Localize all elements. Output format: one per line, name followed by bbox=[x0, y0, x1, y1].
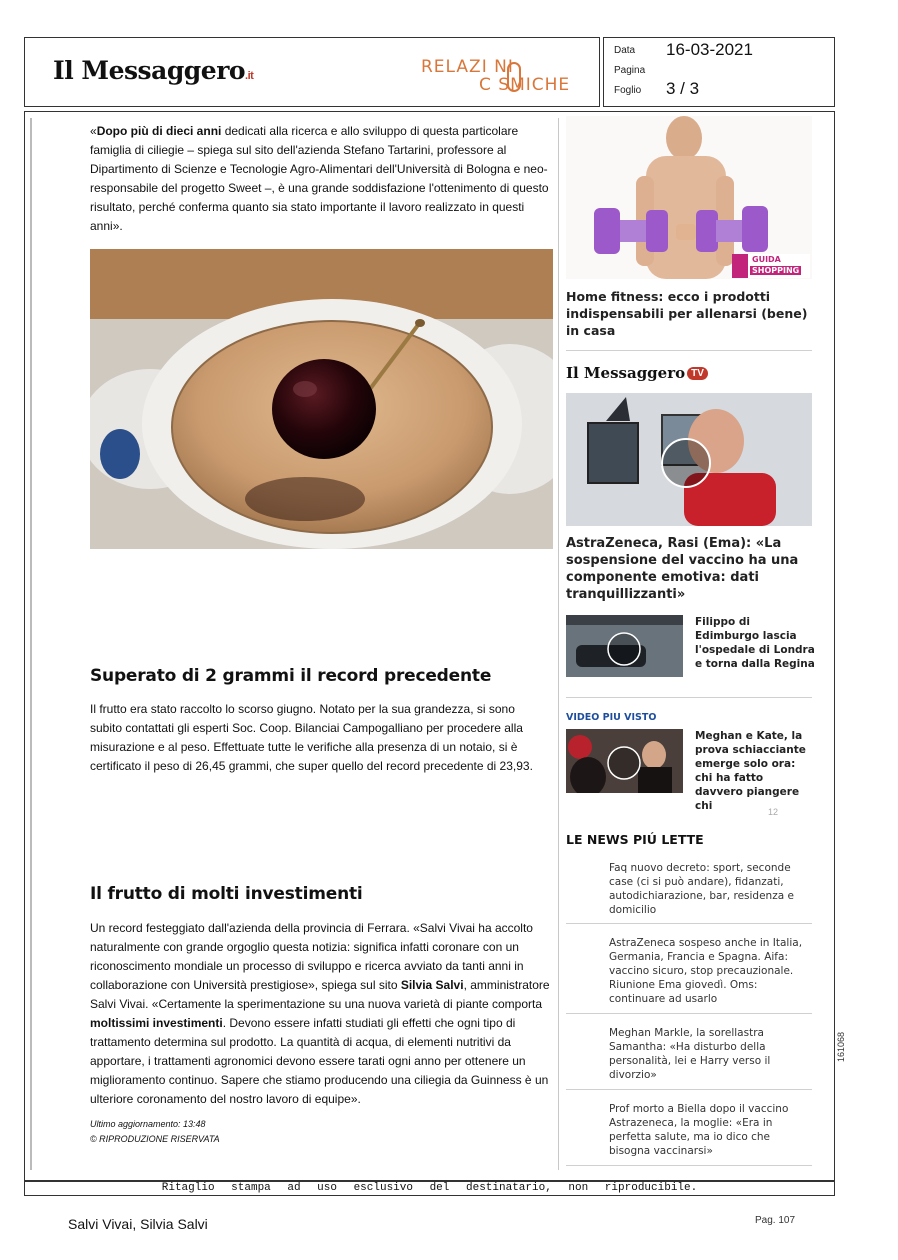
page-number: Pag. 107 bbox=[755, 1215, 796, 1226]
data-value: 16-03-2021 bbox=[666, 40, 753, 59]
car-illustration bbox=[566, 615, 683, 677]
messaggero-tv-logo[interactable]: Il Messaggero TV bbox=[566, 364, 708, 382]
meghan-kate-link[interactable]: Meghan e Kate, la prova schiacciante emerge solo ora: chi ha fatto davvero piangere chi bbox=[695, 730, 806, 812]
most-read-item[interactable]: AstraZeneca sospeso anche in Italia, Germania, Francia e Spagna. Aifa: vaccino sicuro, stop precauzionale. Riunione Ema giovedì. Oms: continuare ad usarlo bbox=[609, 937, 803, 1005]
brand-ring-icon bbox=[507, 62, 521, 92]
interview-illustration bbox=[566, 393, 812, 526]
filippo-link[interactable]: Filippo di Edimburgo lascia l'ospedale di Londra e torna dalla Regina bbox=[695, 616, 815, 670]
astrazeneca-video-thumbnail[interactable] bbox=[566, 393, 812, 526]
left-margin-rule bbox=[30, 118, 32, 1170]
carousel-counter: 12 bbox=[768, 807, 779, 817]
section-title-investments: Il frutto di molti investimenti bbox=[90, 884, 363, 904]
sidebar-divider bbox=[566, 697, 812, 698]
pagina-label: Pagina bbox=[614, 65, 646, 76]
last-updated: Ultimo aggiornamento: 13:48 bbox=[90, 1119, 206, 1129]
list-divider bbox=[566, 1089, 812, 1090]
section-title-record: Superato di 2 grammi il record precedente bbox=[90, 666, 492, 686]
home-fitness-link[interactable]: Home fitness: ecco i prodotti indispensabili per allenarsi (bene) in casa bbox=[566, 289, 808, 338]
section-text-investments: Un record festeggiato dall'azienda della provincia di Ferrara. «Salvi Vivai ha accolto naturalmente con grande orgoglio questa notizia: significa infatti coronare con un riconoscimento mondiale un processo di sviluppo e ricerca avviato da tanti anni in collaborazione con Università prestigiose», spiega sul sito Silvia Salvi, amministratore Salvi Vivai. «Certamente la sperimentazione su una nuova varietà di piante comporta moltissimi investimenti. Devono essere infatti studiati gli effetti che ogni tipo di trattamento determina sul prodotto. La quantità di acqua, di elementi nutritivi da apportare, i trattamenti agronomici devono essere tarati ogni anno per ottenere un miglioramento continuo. Sapere che stiamo producendo una ciliegia da Guinness è un ulteriore coronamento del nostro lavoro di equipe». bbox=[90, 921, 550, 1106]
clip-notice: Ritaglio stampa ad uso esclusivo del destinatario, non riproducibile. bbox=[161, 1182, 698, 1194]
list-divider bbox=[566, 1165, 812, 1166]
filippo-thumbnail[interactable] bbox=[566, 615, 683, 677]
royals-illustration bbox=[566, 729, 683, 793]
sidebar-divider bbox=[566, 350, 812, 351]
side-code: 161068 bbox=[836, 1031, 846, 1062]
section-text-record: Il frutto era stato raccolto lo scorso giugno. Notato per la sua grandezza, si sono subito contattati gli esperti Soc. Coop. Bilanciai Campogalliano per procedere alla misurazione e al peso. Effettuate tutte le verifiche alla presenza di un notaio, si è certificato il peso di 26,45 grammi, che super quello del record precedente di 23,93. bbox=[90, 702, 533, 773]
foglio-value: 3 / 3 bbox=[666, 79, 700, 98]
most-read-item[interactable]: Prof morto a Biella dopo il vaccino Astrazeneca, la moglie: «Era in perfetta salute, ma io dico che bisogna vaccinarsi» bbox=[609, 1103, 789, 1157]
data-label: Data bbox=[614, 45, 636, 56]
list-divider bbox=[566, 1013, 812, 1014]
most-read-item[interactable]: Faq nuovo decreto: sport, seconde case (ci si può andare), fidanzati, autodichiarazione, bar, residenza e domicilio bbox=[609, 862, 794, 916]
meghan-kate-thumbnail[interactable] bbox=[566, 729, 683, 793]
clipping-meta bbox=[603, 37, 835, 107]
cherry-illustration bbox=[90, 249, 553, 549]
list-divider bbox=[566, 923, 812, 924]
astrazeneca-video-link[interactable]: AstraZeneca, Rasi (Ema): «La sospensione del vaccino ha una componente emotiva: dati tranquillizzanti» bbox=[566, 536, 799, 602]
masthead bbox=[24, 37, 600, 107]
cherry-on-scale-photo bbox=[90, 249, 553, 549]
most-read-heading: LE NEWS PIÚ LETTE bbox=[566, 832, 704, 847]
video-piu-visto-label: VIDEO PIU VISTO bbox=[566, 712, 657, 723]
foglio-label: Foglio bbox=[614, 85, 642, 96]
il-messaggero-logo: Il Messaggero.it bbox=[53, 56, 254, 85]
most-read-item[interactable]: Meghan Markle, la sorellastra Samantha: «Ha disturbo della personalità, lei e Harry verso il divorzio» bbox=[609, 1027, 771, 1081]
client-name: Salvi Vivai, Silvia Salvi bbox=[68, 1216, 208, 1232]
guida-badge-top: GUIDA bbox=[752, 255, 781, 264]
copyright-notice: © RIPRODUZIONE RISERVATA bbox=[90, 1134, 220, 1144]
guida-badge-bottom: SHOPPING bbox=[752, 266, 800, 275]
relazioni-cosmiche-brand: RELAZI NI C SMICHE bbox=[421, 57, 571, 95]
home-fitness-thumbnail[interactable] bbox=[566, 116, 812, 279]
intro-paragraph: «Dopo più di dieci anni dedicati alla ricerca e allo sviluppo di questa particolare famiglia di ciliegie – spiega sul sito dell'azienda Stefano Tartarini, professore al Dipartimento di Scienze e Tecnologie Agro-Alimentari dell'Università di Bologna e neo-responsabile del progetto Sweet –, è una grande soddisfazione l'ottenimento di questo risultato, perché conferma quanto sia stato importante il lavoro realizzato in questi anni». bbox=[90, 124, 549, 233]
